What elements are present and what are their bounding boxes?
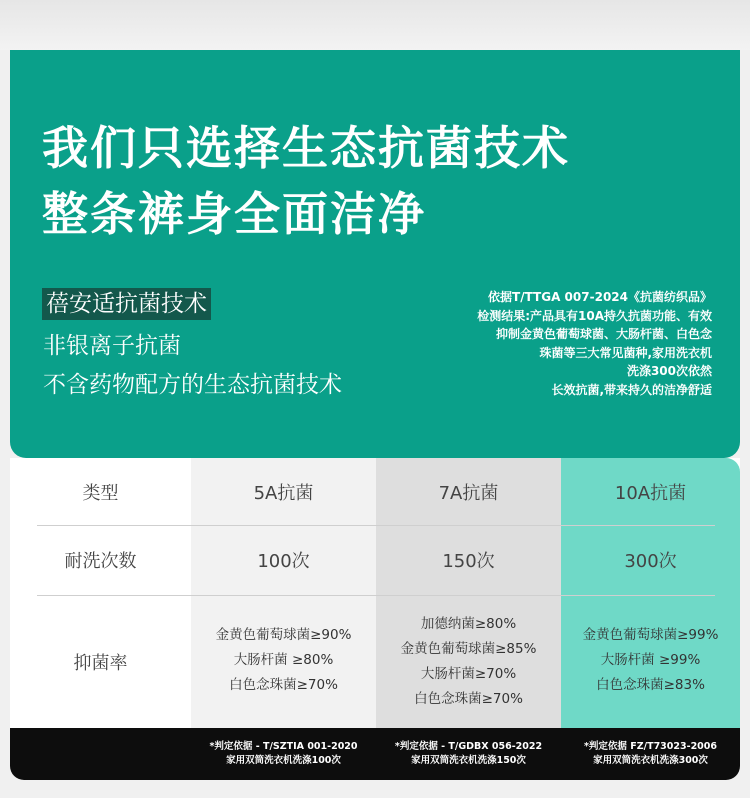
standard-line: *判定依据 - T/SZTIA 001-2020 (209, 741, 358, 752)
rate-item: 白色念珠菌≥70% (229, 677, 338, 693)
rate-item: 金黄色葡萄球菌≥85% (400, 640, 537, 657)
top-strip (0, 0, 750, 50)
standard-note-10a (561, 740, 740, 768)
note-line: 检测结果:产品具有10A持久抗菌功能、有效 (477, 308, 712, 323)
wash-cell-5a: 100次 (257, 551, 310, 572)
type-cell-5a: 5A抗菌 (253, 482, 314, 504)
rate-item: 大肠杆菌 ≥99% (600, 652, 701, 668)
row-label-type: 类型 (82, 482, 119, 504)
note-line: 洗涤300次依然 (626, 364, 712, 379)
test-result-note (412, 288, 712, 400)
rate-item: 金黄色葡萄球菌≥90% (215, 627, 352, 643)
rate-item: 金黄色葡萄球菌≥99% (582, 627, 719, 643)
row-label-rate: 抑菌率 (73, 652, 128, 674)
hero-panel (10, 50, 740, 458)
standard-note-5a (191, 740, 376, 768)
row-label-wash: 耐洗次数 (64, 551, 137, 572)
comparison-table (10, 458, 740, 780)
note-line: 珠菌等三大常见菌种,家用洗衣机 (539, 345, 712, 360)
rate-item: 加德纳菌≥80% (420, 615, 517, 632)
rate-item: 白色念珠菌≥70% (414, 690, 523, 707)
standard-line: 家用双筒洗衣机洗涤300次 (593, 755, 708, 766)
standard-line: *判定依据 - T/GDBX 056-2022 (394, 741, 543, 752)
hero-title-line1: 我们只选择生态抗菌技术 (42, 121, 570, 175)
rate-cell-7a (376, 595, 561, 728)
note-line: 抑制金黄色葡萄球菌、大肠杆菌、白色念 (495, 327, 712, 342)
standard-line: 家用双筒洗衣机洗涤100次 (226, 755, 341, 766)
feature-item: 非银离子抗菌 (43, 333, 181, 359)
rate-item: 大肠杆菌≥70% (420, 665, 517, 682)
rate-item: 白色念珠菌≥83% (596, 677, 705, 693)
standard-line: *判定依据 FZ/T73023-2006 (583, 741, 718, 752)
wash-cell-10a: 300次 (624, 551, 677, 572)
standard-line: 家用双筒洗衣机洗涤150次 (411, 755, 526, 766)
rate-item: 大肠杆菌 ≥80% (233, 652, 334, 668)
feature-item: 不含药物配方的生态抗菌技术 (43, 372, 342, 398)
hero-title-line2: 整条裤身全面洁净 (42, 187, 426, 241)
rate-cell-10a (561, 603, 740, 718)
standard-note-7a (376, 740, 561, 768)
rate-cell-5a (191, 603, 376, 718)
feature-highlighted: 蓓安适抗菌技术 (42, 288, 211, 320)
note-line: 依据T/TTGA 007-2024《抗菌纺织品》 (488, 290, 712, 304)
standards-footer (10, 728, 740, 780)
wash-cell-7a: 150次 (442, 551, 495, 572)
type-cell-10a: 10A抗菌 (614, 482, 687, 504)
note-line: 长效抗菌,带来持久的洁净舒适 (551, 382, 712, 397)
type-cell-7a: 7A抗菌 (438, 482, 499, 504)
